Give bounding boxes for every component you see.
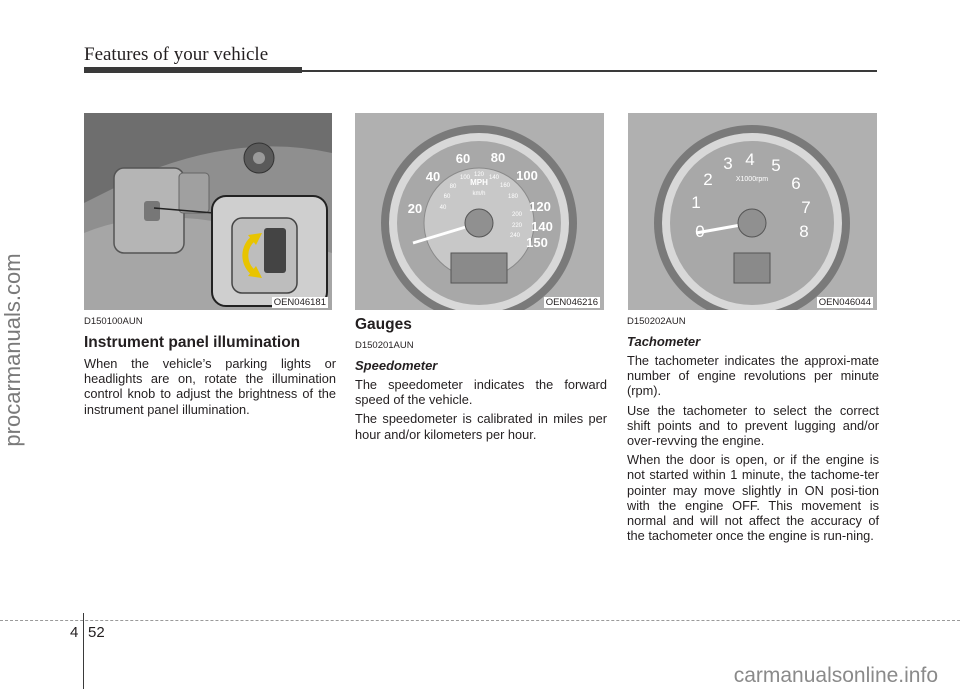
header-bar: [84, 67, 302, 73]
kmh-label-160: 160: [499, 183, 511, 189]
rpm-label-8: 8: [799, 222, 809, 241]
speedometer-illustration: [355, 113, 604, 310]
tachometer-illustration: [628, 113, 877, 310]
paragraph: When the door is open, or if the engine is not started within 1 minute, the tachome-ter pointer may move slightly in ON posi-tion with the engine OFF. This movement is normal and will not affect the accuracy of the tachometer once the engine is run-ning.: [627, 452, 879, 544]
section-code: D150202AUN: [627, 316, 686, 327]
paragraph: When the vehicle’s parking lights or headlights are on, rotate the illumination control knob to adjust the brightness of the instrument panel illumination.: [84, 356, 336, 417]
speed-label-60: 60: [455, 151, 471, 166]
rpm-label-6: 6: [791, 174, 801, 193]
rpm-unit: X1000rpm: [735, 176, 769, 183]
speed-label-140: 140: [531, 219, 553, 234]
footer-divider: [83, 613, 84, 689]
kmh-label-220: 220: [511, 223, 523, 229]
paragraph: The speedometer indicates the forward speed of the vehicle.: [355, 377, 607, 408]
paragraph: The tachometer indicates the approxi-mate number of engine revolutions per minute (rpm).: [627, 353, 879, 399]
speed-label-100: 100: [516, 168, 538, 183]
section-heading: Instrument panel illumination: [84, 334, 301, 351]
section-number: 4: [70, 624, 79, 641]
dashboard-illustration: [84, 113, 332, 310]
section-code: D150100AUN: [84, 316, 143, 327]
kmh-label-180: 180: [507, 194, 519, 200]
illumination-knob-figure: [84, 113, 332, 310]
kmh-label-80: 80: [449, 184, 457, 190]
header-rule: [302, 70, 877, 72]
speed-label-80: 80: [490, 150, 506, 165]
page-header-title: Features of your vehicle: [84, 44, 269, 65]
speed-label-120: 120: [529, 199, 551, 214]
illumination-section: [84, 316, 336, 417]
figure-code: OEN046181: [273, 297, 326, 308]
section-heading: Gauges: [355, 316, 412, 333]
speedometer-figure: [355, 113, 604, 310]
rpm-label-3: 3: [723, 154, 733, 173]
paragraph: The speedometer is calibrated in miles per hour and/or kilometers per hour.: [355, 411, 607, 442]
kmh-label-100: 100: [459, 175, 471, 181]
figure-code: OEN046044: [818, 297, 871, 308]
rpm-label-5: 5: [771, 156, 781, 175]
kmh-label-200: 200: [511, 212, 523, 218]
kmh-label-140: 140: [488, 175, 500, 181]
footer-rule: [0, 620, 960, 621]
side-watermark: procarmanuals.com: [0, 253, 25, 447]
kmh-label-120: 120: [473, 172, 485, 178]
speed-label-40: 40: [425, 169, 441, 184]
gauges-section: [355, 316, 607, 442]
kmh-label-240: 240: [509, 233, 521, 239]
rpm-label-1: 1: [691, 193, 701, 212]
kmh-label-60: 60: [443, 194, 451, 200]
page-number: 52: [88, 624, 105, 641]
rpm-label-2: 2: [703, 170, 713, 189]
figure-code: OEN046216: [545, 297, 598, 308]
section-code: D150201AUN: [355, 340, 414, 351]
speed-label-150: 150: [526, 235, 548, 250]
tachometer-figure: [628, 113, 877, 310]
footer-watermark: carmanualsonline.info: [733, 664, 938, 687]
rpm-label-7: 7: [801, 198, 811, 217]
speed-label-20: 20: [407, 201, 423, 216]
rpm-label-4: 4: [745, 150, 755, 169]
kmh-label-40: 40: [439, 205, 447, 211]
tachometer-section: [627, 316, 879, 543]
subheading: Tachometer: [627, 334, 701, 349]
unit-kmh: km/h: [472, 191, 486, 197]
unit-mph: MPH: [470, 178, 488, 187]
paragraph: Use the tachometer to select the correct shift points and to prevent lugging and/or over-revving the engine.: [627, 402, 879, 449]
subheading: Speedometer: [355, 358, 438, 373]
